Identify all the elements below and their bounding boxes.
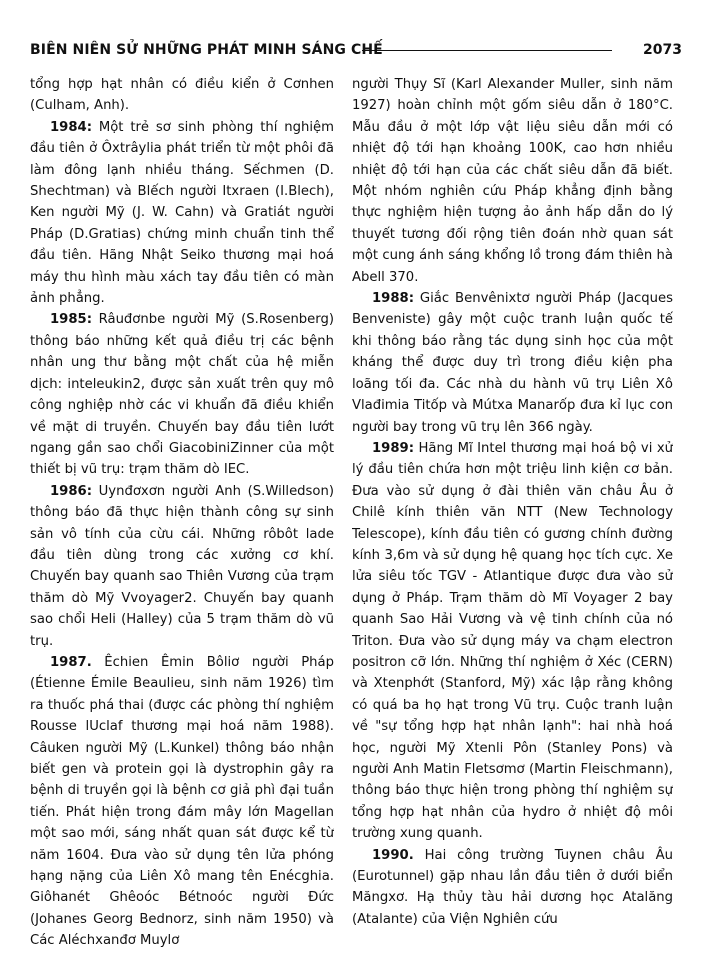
right-column (352, 74, 673, 949)
page-header (30, 40, 682, 60)
paragraph-text: Giắc Benvênixtơ người Pháp (Jacques Benveniste) gây một cuộc tranh luận quốc tế khi thông báo rằng tác dụng sinh học của một kháng thể được duy trì trong điều kiện pha loãng tối đa. Các nhà du hành vũ trụ Liên Xô Vlađimia Titốp và Mútxa Manarốp đưa kỉ lục con người bay trong vũ trụ lên 366 ngày. (352, 291, 673, 435)
paragraph (30, 652, 334, 949)
left-column (30, 74, 334, 949)
year-label: 1984: (50, 119, 92, 135)
paragraph (30, 117, 334, 310)
paragraph (352, 74, 673, 288)
paragraph-text: Hãng Mĩ Intel thương mại hoá bộ vi xử lý đầu tiên chứa hơn một triệu linh kiện cơ bản. Đưa vào sử dụng ở đài thiên văn châu Âu ở Chilê kính thiên văn NTT (New Technology Telescope), kính đầu tiên có gương chính đường kính 3,6m và sử dụng hệ quang học tích cực. Xe lửa siêu tốc TGV - Atlantique được đưa vào sử dụng ở Pháp. Trạm thăm dò Mĩ Voyager 2 bay quanh Sao Hải Vương và vệ tinh chính của nó Triton. Đưa vào sử dụng máy va chạm electron positron cỡ lớn. Những thí nghiệm ở Xéc (CERN) và Xtenphớt (Stanford, Mỹ) xác lập rằng không có quá ba họ hạt trong Vũ trụ. Cuộc tranh luận về "sự tổng hợp hạt nhân lạnh": hai nhà hoá học, người Mỹ Xtenli Pôn (Stanley Pons) và người Anh Matin Fletsơmơ (Martin Fleischmann), thông báo thực hiện trong phòng thí nghiệm sự tổng hợp hạt nhân của hydro ở nhiệt độ môi trường xung quanh. (352, 440, 673, 842)
paragraph-text: Êchien Êmin Bôliơ người Pháp (Étienne Émile Beaulieu, sinh năm 1926) tìm ra thuốc phá thai (được các phòng thí nghiệm Rousse lUclaf thương mại hoá năm 1988). Câuken người Mỹ (L.Kunkel) thông báo nhận biết gen và protein gọi là dystrophin gây ra bệnh di truyền gọi là bệnh cơ giả phì đại tuần tiến. Phát hiện trong đám mây lớn Magellan một sao mới, sáng nhất quan sát được kể từ năm 1604. Đưa vào sử dụng tên lửa phóng hạng nặng của Liên Xô mang tên Enécghia. Giôhanét Ghêoóc Bétnoóc người Đức (Johanes Georg Bednorz, sinh năm 1950) và Các Aléchxanđơ Muylơ (30, 654, 334, 949)
paragraph-text: người Thụy Sĩ (Karl Alexander Muller, sinh năm 1927) hoàn chỉnh một gốm siêu dẫn ở 180°C. Mẫu đầu ở một lớp vật liệu siêu dẫn mới có nhiệt độ tới hạn khoảng 100K, cao hơn nhiều nhiệt độ tới hạn của các chất siêu dẫn đã biết. Một nhóm nghiên cứu Pháp khẳng định bằng thực nghiệm hiện tượng ảo ảnh hấp dẫn do lý thuyết tương đối rộng tiên đoán nhờ quan sát một cung ánh sáng khổng lồ trong đám thiên hà Abell 370. (352, 77, 673, 285)
paragraph-text: Uynđơxơn người Anh (S.Willedson) thông báo đã thực hiện thành công sự sinh sản vô tính của cừu cái. Những rôbôt lade đầu tiên dùng trong các xưởng cơ khí. Chuyến bay quanh sao Thiên Vương của trạm thăm dò Mỹ Vvoyager2. Chuyến bay quanh sao chổi Heli (Halley) của 5 trạm thăm dò vũ trụ. (30, 483, 334, 649)
paragraph-text: Râuđơnbe người Mỹ (S.Rosenberg) thông báo những kết quả điều trị các bệnh nhân ung thư bằng một chất của hệ miễn dịch: inteleukin2, được sản xuất trên quy mô công nghiệp nhờ các vi khuẩn đã điều khiển về mặt di truyền. Chuyến bay đầu tiên lướt ngang gần sao chổi GiacobiniZinner của một thiết bị vũ trụ: trạm thăm dò IEC. (30, 312, 334, 478)
paragraph-text: tổng hợp hạt nhân có điều kiển ở Cơnhen (Culham, Anh). (30, 77, 334, 114)
paragraph (30, 74, 334, 117)
paragraph-text: Một trẻ sơ sinh phòng thí nghiệm đầu tiên ở Ôxtrâylia phát triển từ một phôi đã làm đông lạnh nhiều tháng. Sếchmen (D. Shechtman) và Blếch người Itxraen (I.Blech), Ken người Mỹ (J. W. Cahn) và Gratiát người Pháp (D.Gratias) chứng minh chuẩn tinh thể đầu tiên. Hãng Nhật Seiko thương mại hoá máy thu hình màu xách tay đầu tiên có màn ảnh phẳng. (30, 119, 334, 307)
year-label: 1987. (50, 654, 92, 670)
paragraph (352, 288, 673, 438)
year-label: 1988: (372, 291, 414, 307)
year-label: 1989: (372, 440, 414, 456)
paragraph (352, 438, 673, 845)
year-label: 1990. (372, 847, 414, 863)
paragraph (352, 845, 673, 931)
paragraph-text: Hai công trường Tuynen châu Âu (Eurotunnel) gặp nhau lần đầu tiên ở dưới biển Măngxơ. Hạ thủy tàu hải dương học Atalăng (Atalante) của Viện Nghiên cứu (352, 847, 673, 927)
paragraph (30, 309, 334, 480)
header-rule (362, 50, 612, 51)
paragraph (30, 481, 334, 652)
year-label: 1985: (50, 312, 92, 328)
running-title: BIÊN NIÊN SỬ NHỮNG PHÁT MINH SÁNG CHẾ (30, 42, 383, 58)
page-number: 2073 (643, 42, 682, 58)
year-label: 1986: (50, 483, 92, 499)
